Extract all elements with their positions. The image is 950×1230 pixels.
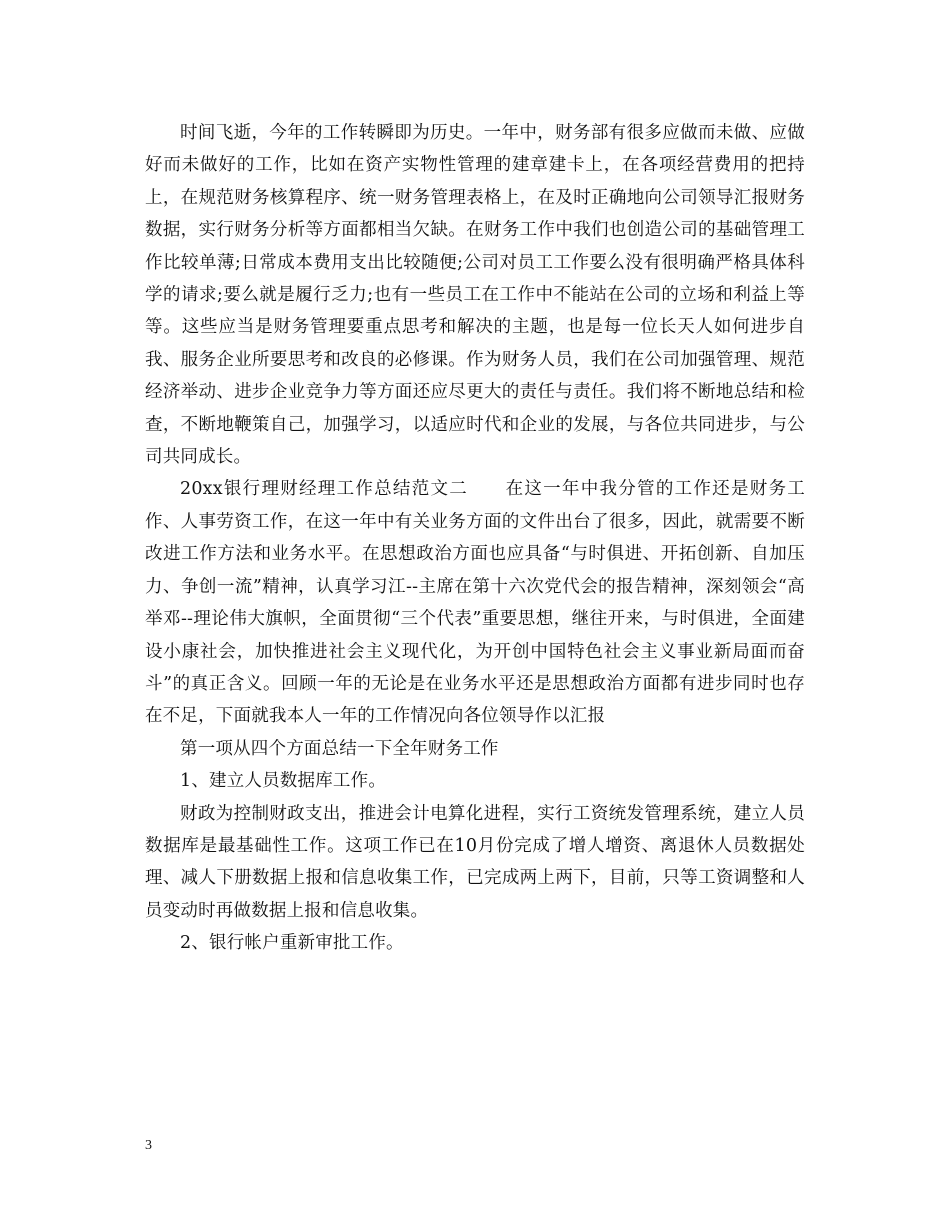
paragraph-item-1-heading: 1、建立人员数据库工作。 — [180, 771, 387, 792]
paragraph-summary-two: 20xx银行理财经理工作总结范文二 在这一年中我分管的工作还是财务工作、人事劳资工作，在这一年中有关业务方面的文件出台了很多，因此，就需要不断改进工作方法和业务水平。在思想政治方面也应具备“与时俱进、开拓创新、自加压力、争创一流”精神，认真学习江--主席在第十六次党代会的报告精神，深刻领会“高举邓--理论伟大旗帜，全面贯彻“三个代表”重要思想，继往开来，与时俱进，全面建设小康社会，加快推进社会主义现代化，为开创中国特色社会主义事业新局面而奋斗”的真正含义。回顾一年的无论是在业务水平还是思想政治方面都有进步同时也存在不足，下面就我本人一年的工作情况向各位领导作以汇报 — [145, 479, 805, 727]
paragraph-section-heading: 第一项从四个方面总结一下全年财务工作 — [180, 738, 499, 759]
paragraph-item-1-body: 财政为控制财政支出，推进会计电算化进程，实行工资统发管理系统，建立人员数据库是最基础性工作。这项工作已在10月份完成了增人增资、离退休人员数据处理、减人下册数据上报和信息收集工作，已完成两上两下，目前，只等工资调整和人员变动时再做数据上报和信息收集。 — [145, 803, 805, 921]
page-number: 3 — [145, 1138, 152, 1153]
paragraph-intro: 时间飞逝，今年的工作转瞬即为历史。一年中，财务部有很多应做而未做、应做好而未做好的工作，比如在资产实物性管理的建章建卡上，在各项经营费用的把持上，在规范财务核算程序、统一财务管理表格上，在及时正确地向公司领导汇报财务数据，实行财务分析等方面都相当欠缺。在财务工作中我们也创造公司的基础管理工作比较单薄;日常成本费用支出比较随便;公司对员工工作要么没有很明确严格具体科学的请求;要么就是履行乏力;也有一些员工在工作中不能站在公司的立场和利益上等等。这些应当是财务管理要重点思考和解决的主题，也是每一位长天人如何进步自我、服务企业所要思考和改良的必修课。作为财务人员，我们在公司加强管理、规范经济举动、进步企业竞争力等方面还应尽更大的责任与责任。我们将不断地总结和检查，不断地鞭策自己，加强学习，以适应时代和企业的发展，与各位共同进步，与公司共同成长。 — [145, 123, 805, 468]
paragraph-item-2-heading: 2、银行帐户重新审批工作。 — [180, 933, 404, 954]
document-body — [145, 117, 805, 960]
